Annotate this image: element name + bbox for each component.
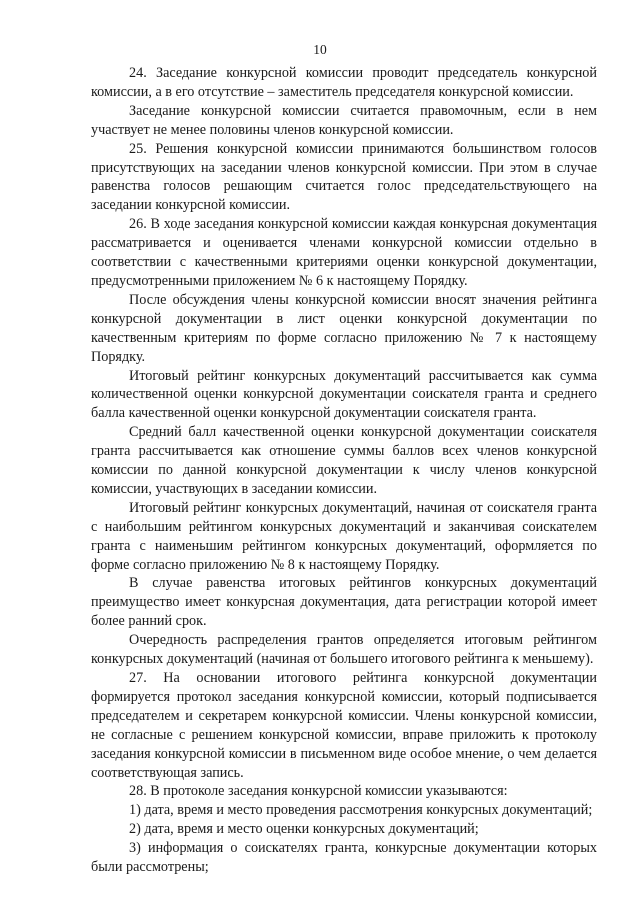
paragraph-final-rating: Итоговый рейтинг конкурсных документаций рассчитывается как сумма количественной оценки конкурсной документации соискателя гранта и среднего балла качественной оценки конкурсной документации соискателя гранта. <box>91 367 597 422</box>
paragraph-28: 28. В протоколе заседания конкурсной комиссии указываются: <box>129 783 508 800</box>
paragraph-grant-order: Очередность распределения грантов определяется итоговым рейтингом конкурсных документаций (начиная от большего итогового рейтинга к меньшему). <box>91 632 597 668</box>
list-item-2: 2) дата, время и место оценки конкурсных документаций; <box>129 821 479 838</box>
paragraph-27: 27. На основании итогового рейтинга конкурсной документации формируется протокол заседания конкурсной комиссии, который подписывается председателем и секретарем конкурсной комиссии. Члены конкурсной комиссии, не согласные с решением конкурсной комиссии, вправе приложить к протоколу заседания конкурсной комиссии в письменном виде особое мнение, о чем делается соответствующая запись. <box>91 670 597 781</box>
paragraph-quorum: Заседание конкурсной комиссии считается правомочным, если в нем участвует не менее половины членов конкурсной комиссии. <box>91 102 597 138</box>
paragraph-rating-entry: После обсуждения члены конкурсной комиссии вносят значения рейтинга конкурсной документации в лист оценки конкурсной документации по качественным критериям по форме согласно приложению № 7 к настоящему Порядку. <box>91 291 597 365</box>
paragraph-equal-ratings: В случае равенства итоговых рейтингов конкурсных документаций преимущество имеет конкурсная документация, дата регистрации которой имеет более ранний срок. <box>91 575 597 630</box>
list-item-1: 1) дата, время и место проведения рассмотрения конкурсных документаций; <box>129 802 593 819</box>
page-number: 10 <box>313 42 327 57</box>
paragraph-25: 25. Решения конкурсной комиссии принимаются большинством голосов присутствующих на заседании членов конкурсной комиссии. При этом в случае равенства голосов решающим считается голос председательствующего на заседании конкурсной комиссии. <box>91 140 597 214</box>
list-item-3: 3) информация о соискателях гранта, конкурсные документации которых были рассмотрены; <box>91 840 597 876</box>
paragraph-26: 26. В ходе заседания конкурсной комиссии каждая конкурсная документация рассматривается и оценивается членами конкурсной комиссии отдельно в соответствии с качественными критериями оценки конкурсной документации, предусмотренными приложением № 6 к настоящему Порядку. <box>91 216 597 289</box>
paragraph-rating-order: Итоговый рейтинг конкурсных документаций, начиная от соискателя гранта с наибольшим рейтингом конкурсных документаций и заканчивая соискателем гранта с наименьшим рейтингом конкурсных документаций, оформляется по форме согласно приложению № 8 к настоящему Порядку. <box>91 499 597 573</box>
paragraph-average-score: Средний балл качественной оценки конкурсной документации соискателя гранта рассчитывается как отношение суммы баллов всех членов конкурсной комиссии по данной конкурсной документации к числу членов конкурсной комиссии, участвующих в заседании комиссии. <box>91 424 597 497</box>
paragraph-24: 24. Заседание конкурсной комиссии проводит председатель конкурсной комиссии, а в его отсутствие – заместитель председателя конкурсной комиссии. <box>91 65 597 100</box>
document-body <box>91 64 597 877</box>
